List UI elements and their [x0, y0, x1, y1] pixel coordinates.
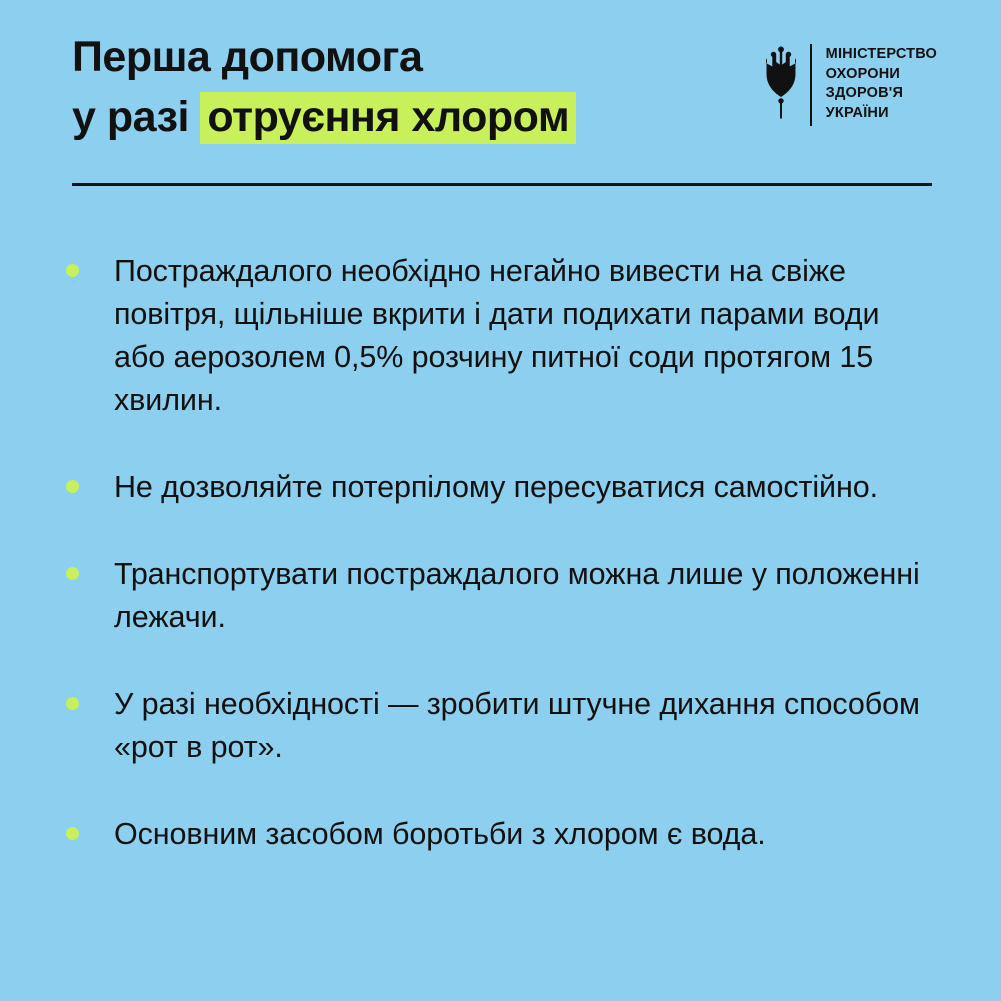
title-highlight: отруєння хлором — [200, 92, 576, 144]
bullet-icon — [66, 264, 79, 277]
title-line-1: Перша допомога — [72, 33, 423, 81]
bullet-icon — [66, 567, 79, 580]
logo-divider — [810, 44, 812, 126]
ministry-logo — [766, 42, 937, 126]
bullet-icon — [66, 697, 79, 710]
title-line-2 — [72, 90, 576, 144]
ministry-name-line-2: ОХОРОНИ — [825, 65, 901, 82]
page-title — [72, 30, 576, 144]
list-item-text: Постраждалого необхідно негайно вивести на свіже повітря, щільніше вкрити і дати подихати парами води або аерозолем 0,5% розчину питної соди протягом 15 хвилин. — [114, 254, 880, 417]
poster-header — [72, 30, 937, 160]
list-item-text: Транспортувати постраждалого можна лише у положенні лежачи. — [114, 557, 920, 634]
ukrainian-trident-emblem — [766, 46, 796, 120]
ministry-name-line-4: УКРАЇНИ — [825, 104, 889, 121]
advice-list — [66, 250, 941, 900]
bullet-icon — [66, 827, 79, 840]
list-item — [66, 813, 941, 856]
ministry-name — [826, 42, 937, 122]
ministry-name-line-3: ЗДОРОВ'Я — [825, 85, 904, 101]
list-item — [66, 553, 941, 639]
list-item — [66, 466, 941, 509]
header-divider — [72, 183, 932, 186]
bullet-icon — [66, 480, 79, 493]
list-item-text: Не дозволяйте потерпілому пересуватися самостійно. — [114, 470, 878, 504]
list-item-text: У разі необхідності — зробити штучне дихання способом «рот в рот». — [114, 687, 920, 764]
list-item — [66, 250, 941, 422]
list-item — [66, 683, 941, 769]
title-line-2-plain: у разі — [72, 93, 201, 141]
ministry-name-line-1: МІНІСТЕРСТВО — [825, 46, 937, 62]
list-item-text: Основним засобом боротьби з хлором є вода. — [114, 817, 766, 851]
